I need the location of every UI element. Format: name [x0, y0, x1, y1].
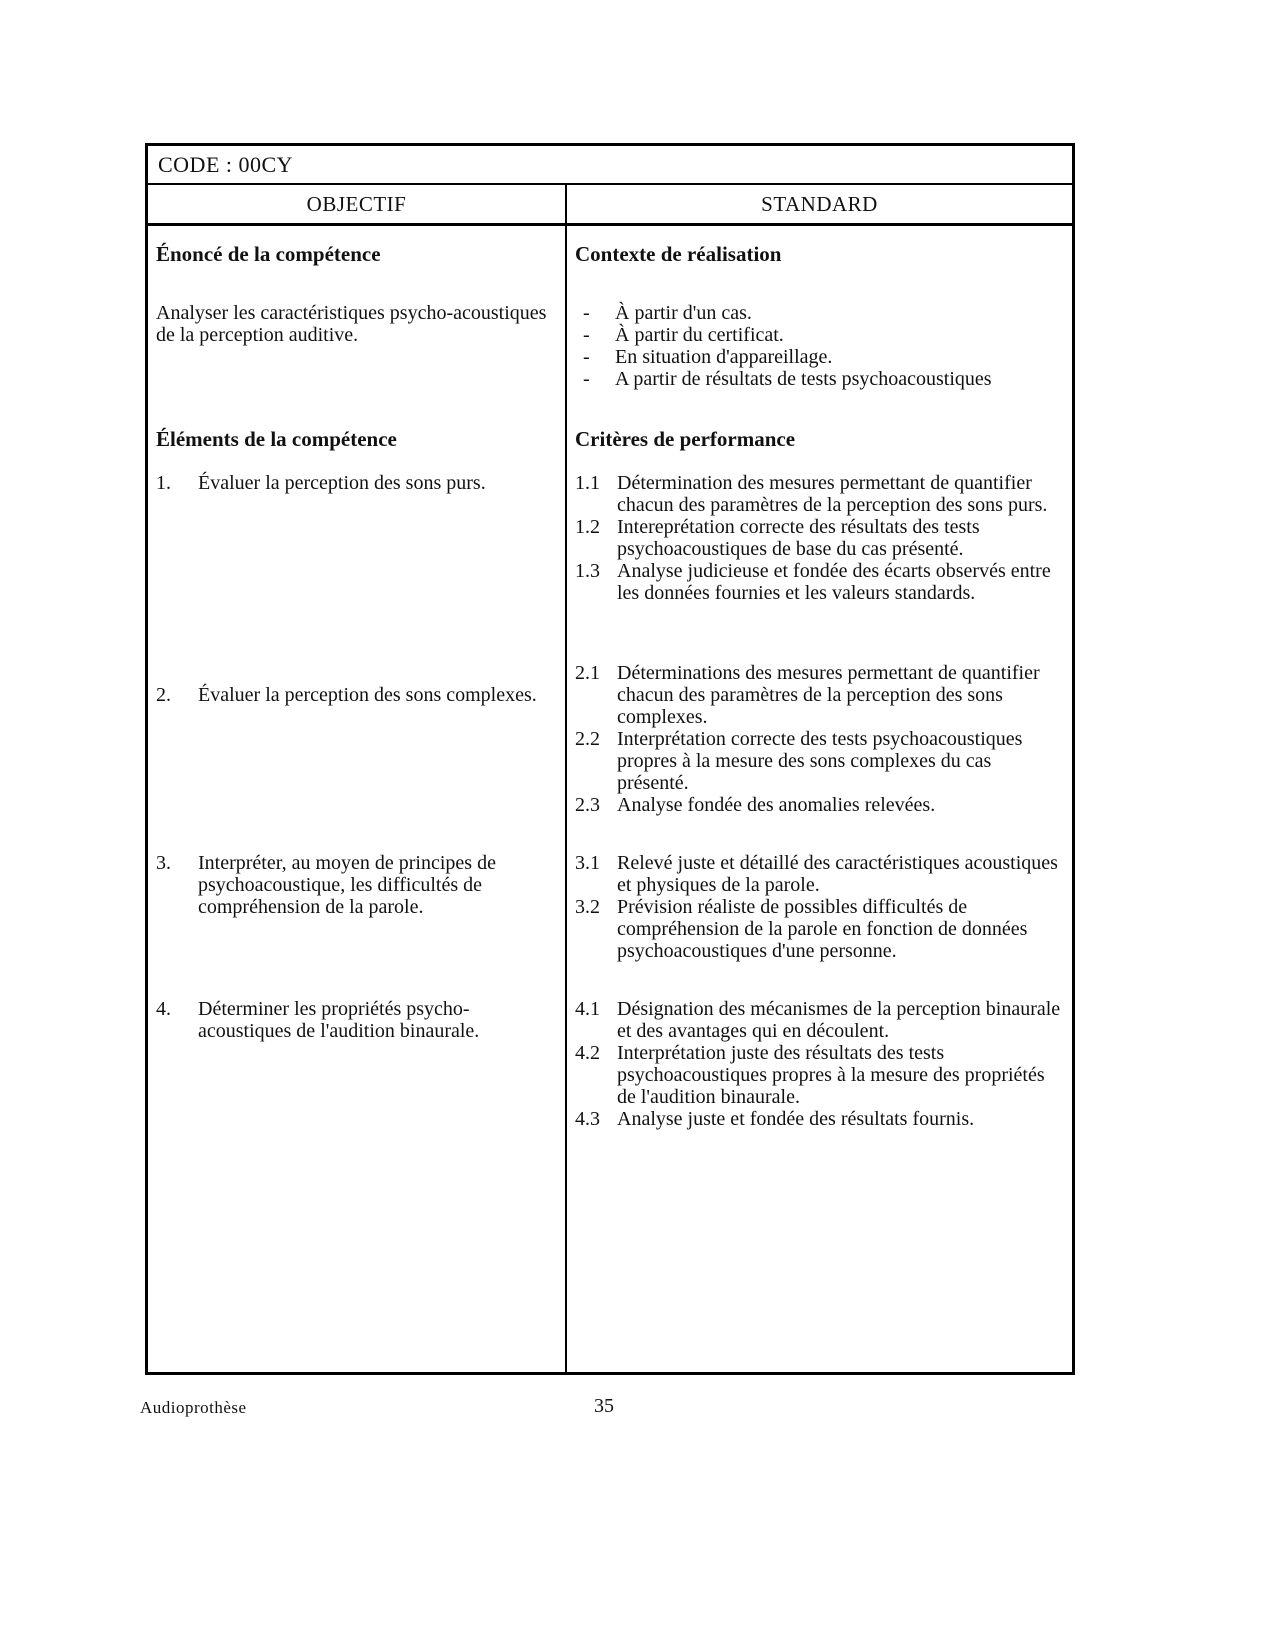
enonce-text: Analyser les caractéristiques psycho-acoustiques de la perception auditive.	[156, 302, 547, 346]
element-text: Déterminer les propriétés psycho-acoustiques de l'audition binaurale.	[198, 998, 480, 1042]
contexte-text: A partir de résultats de tests psychoacoustiques	[615, 368, 992, 390]
critere-4-1	[575, 998, 1064, 1042]
enonce-heading: Énoncé de la compétence	[156, 242, 381, 266]
contexte-text: À partir d'un cas.	[615, 302, 752, 324]
dash-bullet: -	[583, 302, 590, 324]
critere-text: Relevé juste et détaillé des caractéristiques acoustiques et physiques de la parole.	[617, 852, 1058, 896]
critere-number: 2.3	[575, 794, 600, 816]
table-body	[148, 226, 1072, 1372]
criteres-heading: Critères de performance	[575, 427, 796, 451]
objectif-column	[148, 226, 567, 1372]
critere-number: 4.1	[575, 998, 600, 1020]
competency-table	[145, 143, 1075, 1375]
critere-number: 1.1	[575, 472, 600, 494]
standard-column-header	[567, 185, 1072, 223]
critere-2-3	[575, 794, 1064, 816]
contexte-item-3	[575, 346, 1064, 368]
element-number: 2.	[156, 684, 171, 706]
critere-number: 1.2	[575, 516, 600, 538]
element-item-3	[156, 852, 557, 918]
footer-page-number: 35	[594, 1395, 614, 1417]
critere-1-3	[575, 560, 1064, 604]
element-text: Évaluer la perception des sons complexes.	[198, 684, 537, 706]
critere-number: 2.2	[575, 728, 600, 750]
standard-header-label: STANDARD	[761, 191, 878, 216]
footer-document-title: Audioprothèse	[140, 1398, 247, 1417]
elements-heading: Éléments de la compétence	[156, 427, 397, 451]
contexte-list	[575, 302, 1064, 390]
critere-text: Analyse judicieuse et fondée des écarts observés entre les données fournies et les valeurs standards.	[617, 560, 1051, 604]
objectif-column-header	[148, 185, 567, 223]
critere-text: Intereprétation correcte des résultats des tests psychoacoustiques de base du cas présenté.	[617, 516, 980, 560]
critere-text: Interprétation correcte des tests psychoacoustiques propres à la mesure des sons complexes du cas présenté.	[617, 728, 1023, 794]
critere-3-2	[575, 896, 1064, 962]
critere-number: 4.2	[575, 1042, 600, 1064]
critere-text: Interprétation juste des résultats des tests psychoacoustiques propres à la mesure des propriétés de l'audition binaurale.	[617, 1042, 1045, 1108]
criteres-group-1	[575, 472, 1064, 604]
code-label: CODE : 00CY	[158, 151, 294, 177]
critere-1-1	[575, 472, 1064, 516]
code-header	[148, 146, 1072, 185]
contexte-item-2	[575, 324, 1064, 346]
critere-text: Prévision réaliste de possibles difficultés de compréhension de la parole en fonction de données psychoacoustiques d'une personne.	[617, 896, 1028, 962]
critere-1-2	[575, 516, 1064, 560]
critere-number: 3.1	[575, 852, 600, 874]
dash-bullet: -	[583, 324, 590, 346]
critere-number: 1.3	[575, 560, 600, 582]
dash-bullet: -	[583, 346, 590, 368]
critere-2-2	[575, 728, 1064, 794]
element-item-4	[156, 998, 557, 1042]
contexte-item-4	[575, 368, 1064, 390]
criteres-group-4	[575, 998, 1064, 1130]
element-item-1	[156, 472, 557, 494]
dash-bullet: -	[583, 368, 590, 390]
critere-3-1	[575, 852, 1064, 896]
critere-number: 2.1	[575, 662, 600, 684]
critere-text: Analyse juste et fondée des résultats fournis.	[617, 1108, 975, 1130]
element-text: Interpréter, au moyen de principes de psychoacoustique, les difficultés de compréhension de la parole.	[198, 852, 496, 918]
critere-number: 3.2	[575, 896, 600, 918]
standard-column	[567, 226, 1072, 1372]
element-number: 3.	[156, 852, 171, 874]
contexte-item-1	[575, 302, 1064, 324]
critere-4-2	[575, 1042, 1064, 1108]
critere-text: Analyse fondée des anomalies relevées.	[617, 794, 936, 816]
criteres-group-2	[575, 662, 1064, 816]
critere-text: Désignation des mécanismes de la perception binaurale et des avantages qui en découlent.	[617, 998, 1061, 1042]
critere-text: Détermination des mesures permettant de quantifier chacun des paramètres de la perception des sons purs.	[617, 472, 1048, 516]
criteres-group-3	[575, 852, 1064, 962]
contexte-text: À partir du certificat.	[615, 324, 784, 346]
element-number: 4.	[156, 998, 171, 1020]
element-text: Évaluer la perception des sons purs.	[198, 472, 486, 494]
critere-2-1	[575, 662, 1064, 728]
critere-number: 4.3	[575, 1108, 600, 1130]
critere-text: Déterminations des mesures permettant de quantifier chacun des paramètres de la perception des sons complexes.	[617, 662, 1040, 728]
critere-4-3	[575, 1108, 1064, 1130]
element-number: 1.	[156, 472, 171, 494]
column-headers	[148, 185, 1072, 226]
element-item-2	[156, 684, 557, 706]
contexte-heading: Contexte de réalisation	[575, 242, 782, 266]
contexte-text: En situation d'appareillage.	[615, 346, 833, 368]
objectif-header-label: OBJECTIF	[306, 191, 407, 216]
